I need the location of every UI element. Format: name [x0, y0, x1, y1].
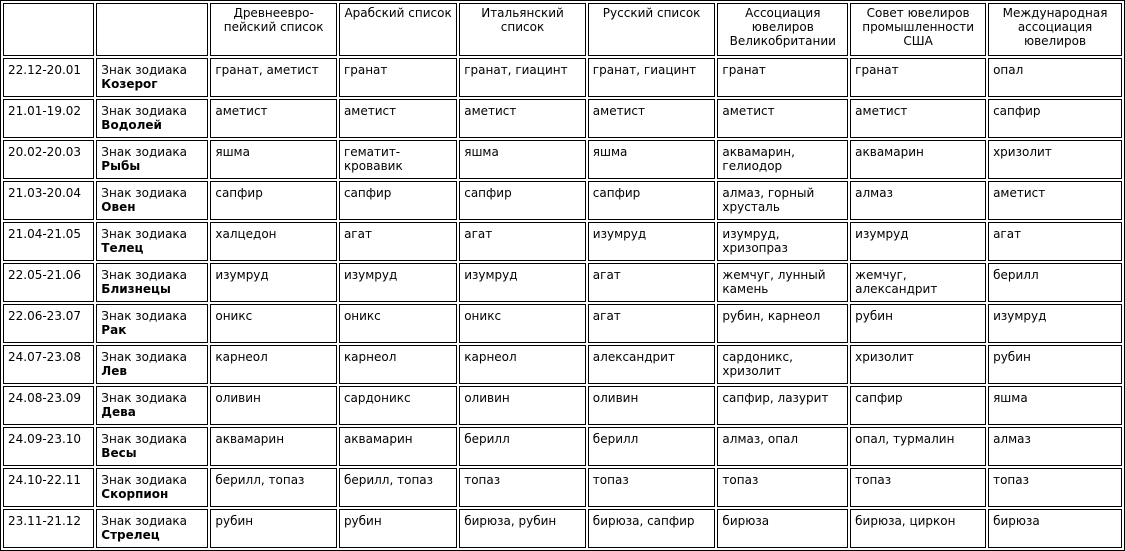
date-range: 20.02-20.03 [3, 140, 94, 179]
sign-prefix: Знак зодиака [101, 268, 188, 282]
stone-cell: александрит [588, 345, 716, 384]
date-range: 23.11-21.12 [3, 509, 94, 548]
stone-cell: аметист [988, 181, 1122, 220]
sign-name: Стрелец [101, 528, 160, 542]
stone-cell: топаз [850, 468, 986, 507]
date-range: 22.05-21.06 [3, 263, 94, 302]
zodiac-sign-cell [96, 58, 208, 97]
stone-cell: гранат [339, 58, 457, 97]
stone-cell: оливин [210, 386, 337, 425]
sign-prefix: Знак зодиака [101, 514, 188, 528]
sign-prefix: Знак зодиака [101, 432, 188, 446]
stone-cell: рубин [850, 304, 986, 343]
stone-cell: аквамарин [850, 140, 986, 179]
table-row [3, 99, 1122, 138]
table-header [3, 3, 1122, 56]
stone-cell: изумруд [339, 263, 457, 302]
header-source: Русский список [588, 3, 716, 56]
stone-cell: рубин [988, 345, 1122, 384]
sign-prefix: Знак зодиака [101, 104, 188, 118]
zodiac-sign-cell [96, 140, 208, 179]
table-row [3, 386, 1122, 425]
stone-cell: карнеол [459, 345, 586, 384]
stone-cell: берилл [988, 263, 1122, 302]
stone-cell: сардоникс [339, 386, 457, 425]
stone-cell: изумруд, хризопраз [717, 222, 848, 261]
table-row [3, 509, 1122, 548]
header-row [3, 3, 1122, 56]
stone-cell: хризолит [988, 140, 1122, 179]
stone-cell: берилл, топаз [339, 468, 457, 507]
zodiac-sign-cell [96, 222, 208, 261]
stone-cell: жемчуг, александрит [850, 263, 986, 302]
stone-cell: бирюза, циркон [850, 509, 986, 548]
table-row [3, 304, 1122, 343]
stone-cell: изумруд [459, 263, 586, 302]
stone-cell: гематит-кровавик [339, 140, 457, 179]
zodiac-sign-cell [96, 181, 208, 220]
stone-cell: агат [339, 222, 457, 261]
sign-prefix: Знак зодиака [101, 391, 188, 405]
stone-cell: агат [988, 222, 1122, 261]
zodiac-sign-cell [96, 263, 208, 302]
stone-cell: берилл [459, 427, 586, 466]
stone-cell: берилл, топаз [210, 468, 337, 507]
sign-name: Телец [101, 241, 144, 255]
sign-prefix: Знак зодиака [101, 145, 188, 159]
table-row [3, 427, 1122, 466]
header-source: Совет ювелиров промышленности США [850, 3, 986, 56]
header-source: Арабский список [339, 3, 457, 56]
stone-cell: бирюза [717, 509, 848, 548]
sign-name: Водолей [101, 118, 162, 132]
sign-prefix: Знак зодиака [101, 63, 188, 77]
sign-prefix: Знак зодиака [101, 473, 188, 487]
stone-cell: яшма [988, 386, 1122, 425]
sign-name: Весы [101, 446, 137, 460]
stone-cell: аметист [717, 99, 848, 138]
stone-cell: гранат, аметист [210, 58, 337, 97]
stone-cell: алмаз [850, 181, 986, 220]
stone-cell: сапфир [339, 181, 457, 220]
stone-cell: оливин [588, 386, 716, 425]
stone-cell: бирюза, рубин [459, 509, 586, 548]
stone-cell: аметист [210, 99, 337, 138]
stone-cell: гранат [717, 58, 848, 97]
header-source: Международная ассоциация ювелиров [988, 3, 1122, 56]
sign-name: Дева [101, 405, 136, 419]
header-source: Древнеевро-пейский список [210, 3, 337, 56]
sign-name: Скорпион [101, 487, 169, 501]
stone-cell: алмаз, опал [717, 427, 848, 466]
table-row [3, 263, 1122, 302]
header-source: Итальянский список [459, 3, 586, 56]
stone-cell: сапфир [459, 181, 586, 220]
stone-cell: аметист [850, 99, 986, 138]
stone-cell: опал [988, 58, 1122, 97]
table-row [3, 181, 1122, 220]
stone-cell: изумруд [988, 304, 1122, 343]
stone-cell: агат [588, 304, 716, 343]
sign-name: Козерог [101, 77, 158, 91]
stone-cell: карнеол [339, 345, 457, 384]
zodiac-sign-cell [96, 468, 208, 507]
date-range: 24.09-23.10 [3, 427, 94, 466]
sign-name: Близнецы [101, 282, 171, 296]
stone-cell: агат [588, 263, 716, 302]
zodiac-sign-cell [96, 427, 208, 466]
stone-cell: бирюза, сапфир [588, 509, 716, 548]
stone-cell: рубин [210, 509, 337, 548]
sign-name: Лев [101, 364, 127, 378]
stone-cell: сапфир, лазурит [717, 386, 848, 425]
stone-cell: яшма [459, 140, 586, 179]
sign-prefix: Знак зодиака [101, 350, 188, 364]
stone-cell: алмаз, горный хрусталь [717, 181, 848, 220]
stone-cell: изумруд [850, 222, 986, 261]
stone-cell: алмаз [988, 427, 1122, 466]
stone-cell: гранат, гиацинт [588, 58, 716, 97]
date-range: 22.12-20.01 [3, 58, 94, 97]
stone-cell: аметист [588, 99, 716, 138]
stone-cell: берилл [588, 427, 716, 466]
sign-prefix: Знак зодиака [101, 309, 188, 323]
stone-cell: агат [459, 222, 586, 261]
date-range: 24.07-23.08 [3, 345, 94, 384]
date-range: 21.01-19.02 [3, 99, 94, 138]
stone-cell: аквамарин, гелиодор [717, 140, 848, 179]
stone-cell: рубин, карнеол [717, 304, 848, 343]
sign-name: Рак [101, 323, 127, 337]
table-row [3, 468, 1122, 507]
stone-cell: яшма [588, 140, 716, 179]
zodiac-sign-cell [96, 509, 208, 548]
stone-cell: оникс [459, 304, 586, 343]
stone-cell: аметист [339, 99, 457, 138]
stone-cell: халцедон [210, 222, 337, 261]
header-source: Ассоциация ювелиров Великобритании [717, 3, 848, 56]
date-range: 24.08-23.09 [3, 386, 94, 425]
stone-cell: топаз [459, 468, 586, 507]
stone-cell: аметист [459, 99, 586, 138]
stone-cell: оливин [459, 386, 586, 425]
table-body [3, 58, 1122, 548]
stone-cell: сардоникс, хризолит [717, 345, 848, 384]
zodiac-sign-cell [96, 345, 208, 384]
stone-cell: гранат, гиацинт [459, 58, 586, 97]
stone-cell: бирюза [988, 509, 1122, 548]
stone-cell: сапфир [850, 386, 986, 425]
stone-cell: опал, турмалин [850, 427, 986, 466]
date-range: 22.06-23.07 [3, 304, 94, 343]
sign-prefix: Знак зодиака [101, 186, 188, 200]
stone-cell: изумруд [588, 222, 716, 261]
stone-cell: сапфир [210, 181, 337, 220]
stone-cell: рубин [339, 509, 457, 548]
stone-cell: гранат [850, 58, 986, 97]
stone-cell: жемчуг, лунный камень [717, 263, 848, 302]
table-row [3, 140, 1122, 179]
stone-cell: топаз [588, 468, 716, 507]
stone-cell: топаз [717, 468, 848, 507]
sign-name: Овен [101, 200, 136, 214]
stone-cell: изумруд [210, 263, 337, 302]
stone-cell: сапфир [588, 181, 716, 220]
stone-cell: карнеол [210, 345, 337, 384]
date-range: 24.10-22.11 [3, 468, 94, 507]
table-row [3, 345, 1122, 384]
date-range: 21.04-21.05 [3, 222, 94, 261]
sign-prefix: Знак зодиака [101, 227, 188, 241]
date-range: 21.03-20.04 [3, 181, 94, 220]
zodiac-sign-cell [96, 304, 208, 343]
sign-name: Рыбы [101, 159, 141, 173]
stone-cell: оникс [339, 304, 457, 343]
header-date [3, 3, 94, 56]
header-sign [96, 3, 208, 56]
table-row [3, 222, 1122, 261]
zodiac-sign-cell [96, 99, 208, 138]
table-row [3, 58, 1122, 97]
zodiac-sign-cell [96, 386, 208, 425]
stone-cell: хризолит [850, 345, 986, 384]
stone-cell: аквамарин [210, 427, 337, 466]
stone-cell: яшма [210, 140, 337, 179]
stone-cell: аквамарин [339, 427, 457, 466]
stone-cell: оникс [210, 304, 337, 343]
stone-cell: топаз [988, 468, 1122, 507]
stone-cell: сапфир [988, 99, 1122, 138]
